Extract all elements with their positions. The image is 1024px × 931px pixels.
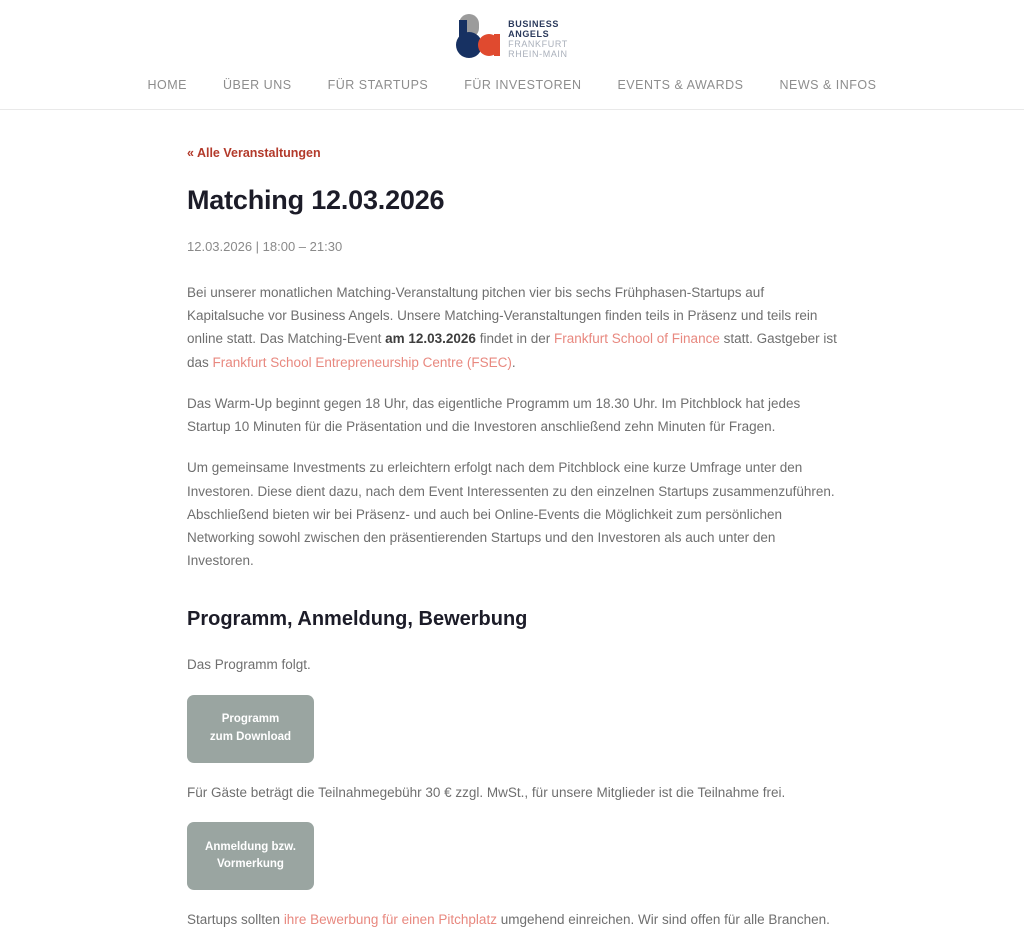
anmeldung-label-line1: Anmeldung bzw. bbox=[205, 840, 296, 853]
link-frankfurt-school-of-finance[interactable]: Frankfurt School of Finance bbox=[554, 331, 720, 347]
nav-item-home[interactable]: HOME bbox=[147, 78, 187, 92]
logo-wrap bbox=[0, 14, 1024, 62]
programm-download-button[interactable] bbox=[187, 695, 314, 763]
main-navigation bbox=[0, 62, 1024, 109]
page-title: Matching 12.03.2026 bbox=[187, 185, 445, 215]
intro-date-bold: am 12.03.2026 bbox=[385, 331, 476, 347]
intro-text-part-3: statt. Gastgeber ist das bbox=[187, 331, 837, 370]
link-bewerbung-pitchplatz[interactable]: ihre Bewerbung für einen Pitchplatz bbox=[283, 911, 497, 927]
link-fsec[interactable]: Frankfurt School Entrepreneurship Centre (FSEC) bbox=[212, 354, 512, 370]
logo-line-business: BUSINESS bbox=[508, 18, 559, 29]
programm-download-label-line2: zum Download bbox=[209, 730, 292, 743]
logo-text bbox=[508, 17, 568, 59]
section-heading-programm: Programm, Anmeldung, Bewerbung bbox=[187, 608, 528, 631]
site-logo[interactable] bbox=[456, 14, 568, 62]
networking-paragraph: Um gemeinsame Investments zu erleichtern erfolgt nach dem Pitchblock eine kurze Umfrage unter den Investoren. Diese dient dazu, nach dem Event Interessenten zu den einzelnen Startups zusammenzuführen. Abschließend bieten wir bei Präsenz- und auch bei Online-Events die Möglichkeit zum persönlichen Networking sowohl zwischen den präsentierenden Startups und den Investoren als auch unter den Investoren. bbox=[187, 460, 835, 569]
logo-line-rhein-main: RHEIN-MAIN bbox=[508, 49, 568, 60]
warmup-paragraph: Das Warm-Up beginnt gegen 18 Uhr, das eigentliche Programm um 18.30 Uhr. Im Pitchblock hat jedes Startup 10 Minuten für die Präsentation und die Investoren anschließend zehn Minuten für Fragen. bbox=[187, 395, 801, 435]
intro-paragraph bbox=[187, 281, 837, 374]
main-content bbox=[187, 110, 837, 931]
bewerbung-text-part-2: umgehend einreichen. Wir sind offen für alle Branchen. bbox=[496, 911, 830, 927]
nav-item-events-awards[interactable]: EVENTS & AWARDS bbox=[617, 78, 744, 92]
intro-text-part-2: findet in der bbox=[475, 331, 554, 347]
nav-item-fuer-startups[interactable]: FÜR STARTUPS bbox=[327, 78, 429, 92]
anmeldung-label-line2: Vormerkung bbox=[217, 857, 284, 870]
nav-item-news-infos[interactable]: NEWS & INFOS bbox=[779, 78, 877, 92]
logo-a-circle-shape bbox=[478, 34, 500, 56]
bewerbung-paragraph bbox=[187, 908, 837, 931]
business-angels-logo-icon bbox=[456, 14, 500, 62]
back-to-events-link[interactable]: « Alle Veranstaltungen bbox=[187, 146, 321, 160]
event-datetime: 12.03.2026 | 18:00 – 21:30 bbox=[187, 239, 343, 254]
logo-line-frankfurt: FRANKFURT bbox=[508, 39, 568, 49]
intro-text-part-4: . bbox=[511, 354, 516, 370]
nav-item-fuer-investoren[interactable]: FÜR INVESTOREN bbox=[464, 78, 582, 92]
logo-line-angels: ANGELS bbox=[508, 28, 550, 39]
nav-item-ueber-uns[interactable]: ÜBER UNS bbox=[222, 78, 292, 92]
site-header bbox=[0, 0, 1024, 110]
intro-text-part-1: Bei unserer monatlichen Matching-Veranstaltung pitchen vier bis sechs Frühphasen-Startups auf Kapitalsuche vor Business Angels. Unsere Matching-Veranstaltungen finden teils in Präsenz und teils rein online statt. Das Matching-Event bbox=[187, 285, 818, 347]
bewerbung-text-part-1: Startups sollten bbox=[187, 911, 284, 927]
programm-note: Das Programm folgt. bbox=[187, 657, 311, 673]
programm-download-label-line1: Programm bbox=[221, 713, 280, 726]
anmeldung-button[interactable] bbox=[187, 822, 314, 890]
fee-paragraph: Für Gäste beträgt die Teilnahmegebühr 30 € zzgl. MwSt., für unsere Mitglieder ist die Teilnahme frei. bbox=[187, 784, 786, 800]
